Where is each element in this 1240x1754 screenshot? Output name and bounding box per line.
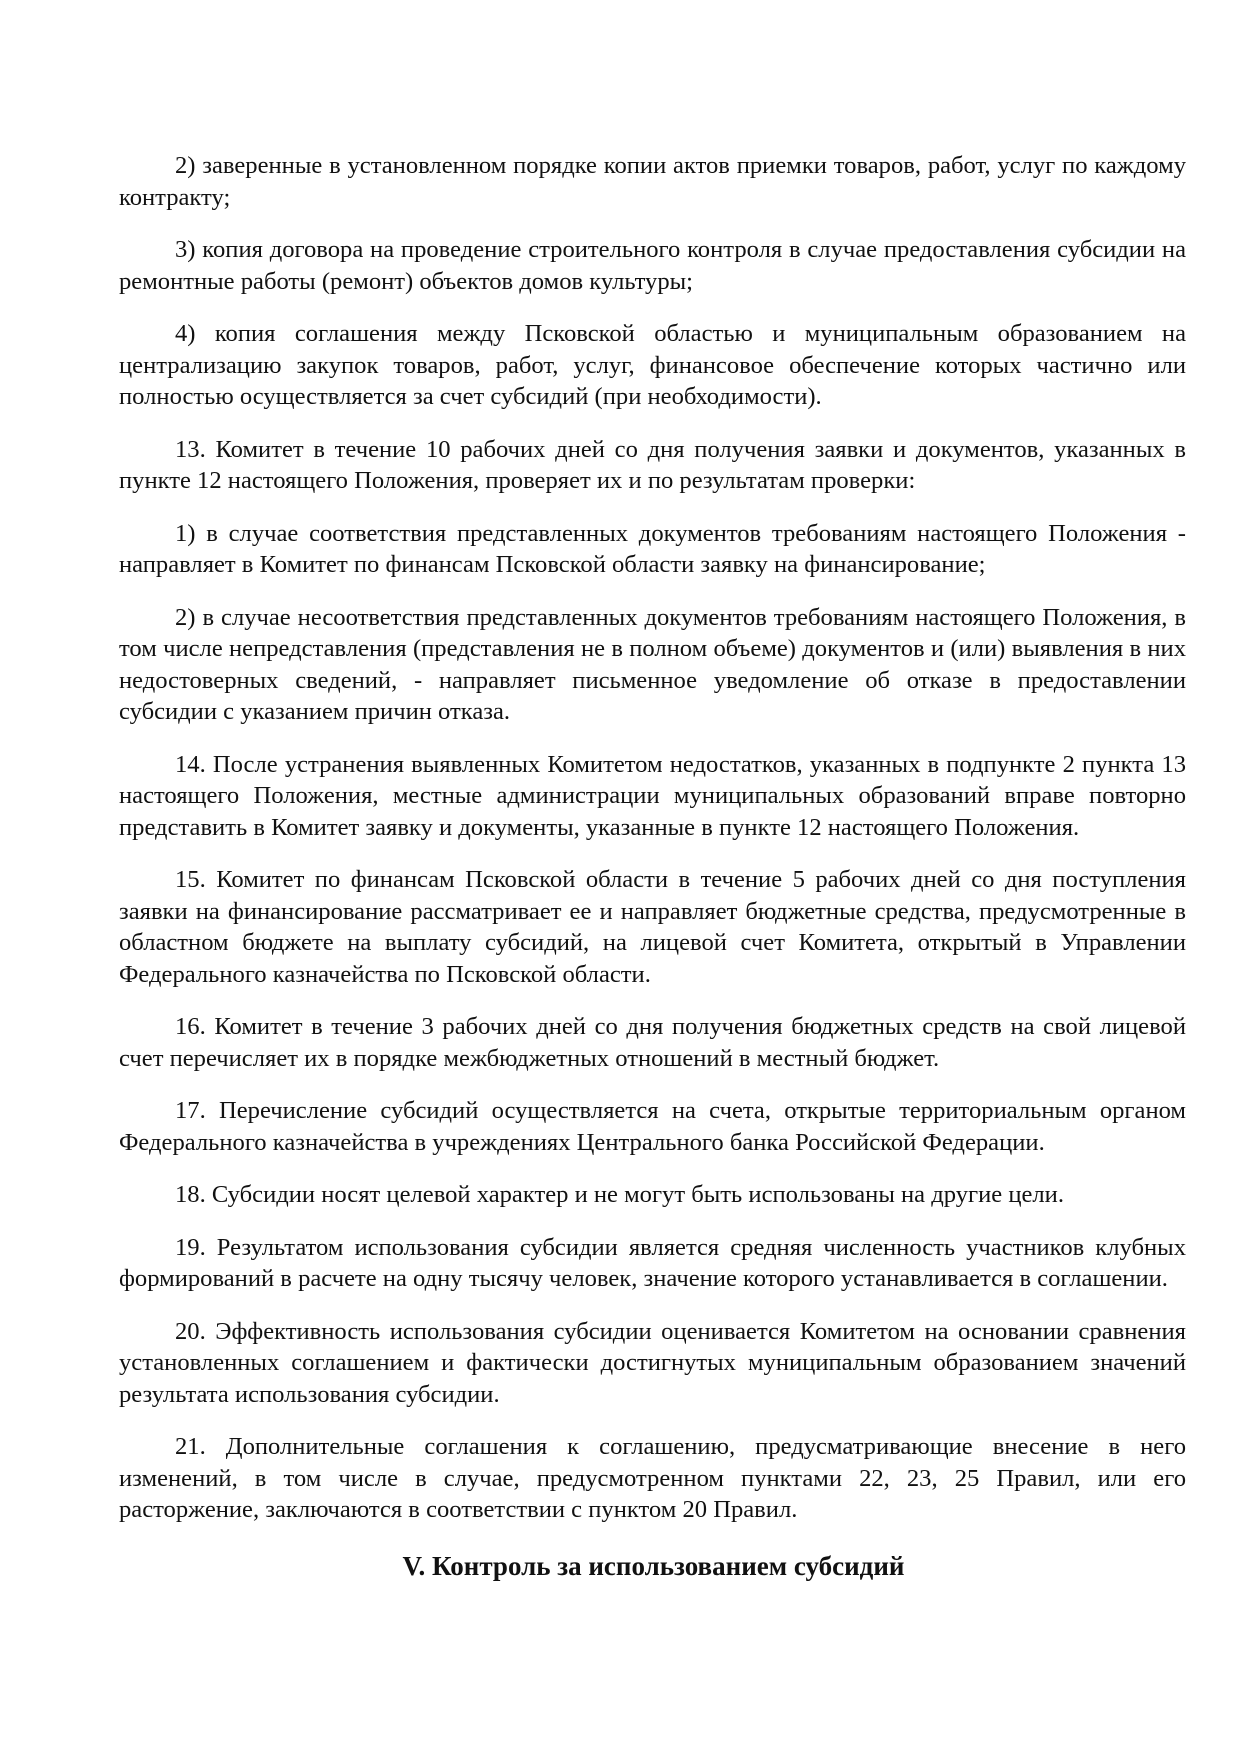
paragraph-18: 18. Субсидии носят целевой характер и не могут быть использованы на другие цели. xyxy=(175,1181,1064,1208)
paragraph-20: 20. Эффективность использования субсидии оценивается Комитетом на основании сравнения установленных соглашением и фактически достигнутых муниципальным образованием значений результата использования субсидии. xyxy=(119,1317,1186,1408)
paragraph-13: 13. Комитет в течение 10 рабочих дней со дня получения заявки и документов, указанных в пункте 12 настоящего Положения, проверяет их и по результатам проверки: xyxy=(119,435,1186,494)
paragraph-subitem-3: 3) копия договора на проведение строительного контроля в случае предоставления субсидии на ремонтные работы (ремонт) объектов домов культуры; xyxy=(119,236,1186,295)
paragraph-16: 16. Комитет в течение 3 рабочих дней со дня получения бюджетных средств на свой лицевой счет перечисляет их в порядке межбюджетных отношений в местный бюджет. xyxy=(119,1013,1186,1072)
document-page xyxy=(119,150,1186,1584)
section-heading: V. Контроль за использованием субсидий xyxy=(402,1550,905,1581)
paragraph-14: 14. После устранения выявленных Комитетом недостатков, указанных в подпункте 2 пункта 13 настоящего Положения, местные администрации муниципальных образований вправе повторно представить в Комитет заявку и документы, указанные в пункте 12 настоящего Положения. xyxy=(119,750,1186,841)
paragraph-21: 21. Дополнительные соглашения к соглашению, предусматривающие внесение в него изменений, в том числе в случае, предусмотренном пунктами 22, 23, 25 Правил, или его расторжение, заключаются в соответствии с пунктом 20 Правил. xyxy=(119,1433,1186,1523)
paragraph-13-subitem-1: 1) в случае соответствия представленных документов требованиям настоящего Положения - направляет в Комитет по финансам Псковской области заявку на финансирование; xyxy=(119,519,1186,578)
paragraph-15: 15. Комитет по финансам Псковской области в течение 5 рабочих дней со дня поступления заявки на финансирование рассматривает ее и направляет бюджетные средства, предусмотренные в областном бюджете на выплату субсидий, на лицевой счет Комитета, открытый в Управлении Федерального казначейства по Псковской области. xyxy=(119,866,1186,988)
paragraph-17: 17. Перечисление субсидий осуществляется на счета, открытые территориальным органом Федерального казначейства в учреждениях Центрального банка Российской Федерации. xyxy=(119,1097,1186,1156)
paragraph-subitem-4: 4) копия соглашения между Псковской областью и муниципальным образованием на централизацию закупок товаров, работ, услуг, финансовое обеспечение которых частично или полностью осуществляется за счет субсидий (при необходимости). xyxy=(119,320,1186,410)
paragraph-19: 19. Результатом использования субсидии является средняя численность участников клубных формирований в расчете на одну тысячу человек, значение которого устанавливается в соглашении. xyxy=(119,1233,1186,1292)
paragraph-subitem-2: 2) заверенные в установленном порядке копии актов приемки товаров, работ, услуг по каждому контракту; xyxy=(119,152,1186,211)
paragraph-13-subitem-2: 2) в случае несоответствия представленных документов требованиям настоящего Положения, в том числе непредставления (представления не в полном объеме) документов и (или) выявления в них недостоверных сведений, - направляет письменное уведомление об отказе в предоставлении субсидии с указанием причин отказа. xyxy=(119,603,1186,725)
